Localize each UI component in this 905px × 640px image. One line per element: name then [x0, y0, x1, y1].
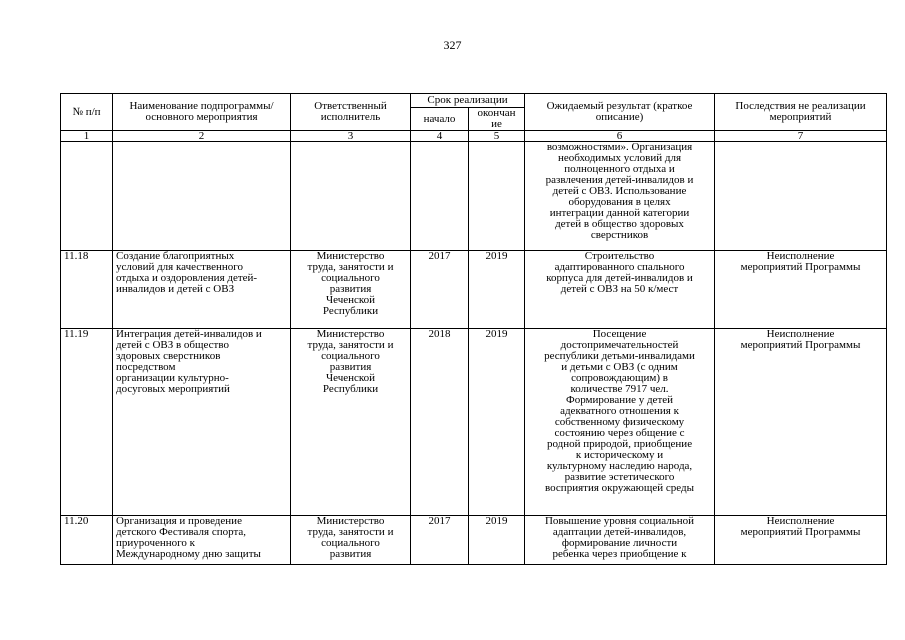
cell-result-line: Повышение уровня социальной — [544, 515, 695, 527]
cell-name-line: отдыха и оздоровления детей- — [116, 272, 258, 284]
cell-name — [113, 251, 291, 329]
table-row — [61, 516, 887, 565]
header-num: № п/п — [61, 94, 113, 131]
cell-start: 2017 — [411, 516, 469, 565]
cell-result-line: полноценного отдыха и — [564, 163, 675, 175]
cell-executor-line: Министерство — [316, 515, 385, 527]
cell-executor-line: развития — [329, 548, 372, 560]
cell-result-line: республики детьми-инвалидами — [544, 350, 695, 362]
cell-result-line: развлечения детей-инвалидов и — [545, 174, 694, 186]
cell-consequences — [715, 516, 887, 565]
cell-name-line: здоровых сверстников — [116, 350, 221, 362]
cell-result-line: количестве 7917 чел. — [570, 383, 669, 395]
cell-num: 11.18 — [61, 251, 113, 329]
column-number: 2 — [113, 131, 291, 142]
cell-executor-line: Чеченской — [325, 294, 376, 306]
cell-result-line: интеграции данной категории — [549, 207, 690, 219]
column-number: 7 — [715, 131, 887, 142]
cell-result-line: детей с ОВЗ на 50 к/мест — [560, 283, 679, 295]
cell-end: 2019 — [469, 251, 525, 329]
header-name-line: основного мероприятия — [145, 111, 258, 123]
cell-result-line: сверстников — [590, 229, 649, 241]
cell-result-line: сопровождающим) в — [571, 372, 668, 384]
cell-result-line: адаптации детей-инвалидов, — [552, 526, 687, 538]
cell-consequences-line: мероприятий Программы — [740, 261, 861, 273]
cell-executor-line: социального — [321, 537, 380, 549]
cell-result-line: Формирование у детей — [566, 394, 674, 406]
cell-name-line: досуговых мероприятий — [116, 383, 230, 395]
column-number: 6 — [525, 131, 715, 142]
column-number: 5 — [469, 131, 525, 142]
cell-result-line: состоянию через общение с — [554, 427, 685, 439]
header-end-line: окончан — [477, 107, 516, 119]
cell-executor-line: труда, занятости и — [307, 339, 394, 351]
program-table — [60, 93, 887, 565]
cell-name-line: организации культурно- — [116, 372, 229, 384]
cell-result-line: детей в общество здоровых — [555, 218, 684, 230]
header-name-line: Наименование подпрограммы/ — [129, 100, 274, 112]
cell-num: 11.20 — [61, 516, 113, 565]
table-row — [61, 142, 887, 251]
column-number: 3 — [291, 131, 411, 142]
cell-consequences — [715, 251, 887, 329]
cell-result-line: Посещение — [592, 328, 647, 340]
cell-result — [525, 142, 715, 251]
header-executor — [291, 94, 411, 131]
cell-executor-line: Министерство — [316, 250, 385, 262]
cell-num — [61, 142, 113, 251]
cell-executor-line: Чеченской — [325, 372, 376, 384]
cell-executor-line: труда, занятости и — [307, 526, 394, 538]
column-number: 4 — [411, 131, 469, 142]
cell-start: 2018 — [411, 329, 469, 516]
cell-start: 2017 — [411, 251, 469, 329]
cell-executor-line: развития — [329, 361, 372, 373]
cell-executor-line: развития — [329, 283, 372, 295]
cell-consequences-line: Неисполнение — [766, 515, 835, 527]
cell-result-line: оборудования в целях — [568, 196, 671, 208]
cell-executor — [291, 516, 411, 565]
header-consequences-line: мероприятий — [769, 111, 832, 123]
cell-result-line: Строительство — [584, 250, 655, 262]
header-executor-line: исполнитель — [320, 111, 381, 123]
cell-name-line: детского Фестиваля спорта, — [116, 526, 247, 538]
cell-name-line: Интеграция детей-инвалидов и — [116, 328, 262, 340]
cell-executor — [291, 329, 411, 516]
cell-name-line: Создание благоприятных — [116, 250, 235, 262]
cell-consequences-line: мероприятий Программы — [740, 339, 861, 351]
cell-result-line: корпуса для детей-инвалидов и — [546, 272, 693, 284]
header-result-line: Ожидаемый результат (краткое — [546, 100, 693, 112]
cell-executor-line: труда, занятости и — [307, 261, 394, 273]
cell-consequences-line: Неисполнение — [766, 328, 835, 340]
cell-result-line: детей с ОВЗ. Использование — [552, 185, 687, 197]
cell-executor-line: Республики — [322, 305, 379, 317]
cell-consequences-line: Неисполнение — [766, 250, 835, 262]
cell-end: 2019 — [469, 516, 525, 565]
cell-name-line: Организация и проведение — [116, 515, 242, 527]
cell-start — [411, 142, 469, 251]
table-row — [61, 251, 887, 329]
header-consequences-line: Последствия не реализации — [735, 100, 866, 112]
cell-result — [525, 329, 715, 516]
cell-name-line: посредством — [116, 361, 176, 373]
cell-result-line: родной природой, приобщение — [546, 438, 693, 450]
cell-result-line: собственному физическому — [554, 416, 685, 428]
header-name — [113, 94, 291, 131]
header-consequences — [715, 94, 887, 131]
cell-executor — [291, 251, 411, 329]
header-executor-line: Ответственный — [314, 100, 387, 112]
header-result-line: описание) — [595, 111, 644, 123]
cell-executor-line: Министерство — [316, 328, 385, 340]
cell-name-line: приуроченного к — [116, 537, 196, 549]
cell-result-line: развитие эстетического — [564, 471, 675, 483]
cell-name-line: Международному дню защиты — [116, 548, 261, 560]
cell-result-line: формирование личности — [561, 537, 678, 549]
header-result — [525, 94, 715, 131]
cell-result — [525, 251, 715, 329]
header-term: Срок реализации — [411, 94, 525, 108]
cell-name-line: условий для качественного — [116, 261, 244, 273]
cell-num: 11.19 — [61, 329, 113, 516]
cell-end: 2019 — [469, 329, 525, 516]
cell-consequences — [715, 329, 887, 516]
cell-result-line: возможностями». Организация — [546, 141, 693, 153]
cell-result-line: и детьми с ОВЗ (с одним — [561, 361, 678, 373]
cell-result-line: достопримечательностей — [560, 339, 679, 351]
table-body — [61, 142, 887, 565]
cell-end — [469, 142, 525, 251]
column-number-row — [61, 131, 887, 142]
cell-result-line: культурному наследию народа, — [546, 460, 693, 472]
header-row-1 — [61, 94, 887, 108]
cell-result-line: адаптированного спального — [554, 261, 685, 273]
cell-result-line: необходимых условий для — [558, 152, 682, 164]
cell-name-line: детей с ОВЗ в общество — [116, 339, 229, 351]
cell-name-line: инвалидов и детей с ОВЗ — [116, 283, 235, 295]
cell-executor-line: социального — [321, 350, 380, 362]
header-end-line: ие — [491, 118, 502, 130]
cell-name — [113, 516, 291, 565]
cell-result — [525, 516, 715, 565]
cell-executor-line: Республики — [322, 383, 379, 395]
cell-consequences-line: мероприятий Программы — [740, 526, 861, 538]
header-end — [469, 108, 525, 131]
cell-result-line: адекватного отношения к — [560, 405, 679, 417]
column-number: 1 — [61, 131, 113, 142]
header-start: начало — [411, 108, 469, 131]
cell-name — [113, 329, 291, 516]
cell-result-line: ребенка через приобщение к — [552, 548, 687, 560]
cell-executor-line: социального — [321, 272, 380, 284]
page-number: 327 — [443, 38, 462, 52]
cell-consequences — [715, 142, 887, 251]
table-row — [61, 329, 887, 516]
cell-result-line: к историческому и — [575, 449, 664, 461]
cell-executor — [291, 142, 411, 251]
cell-result-line: восприятия окружающей среды — [545, 482, 694, 494]
cell-name — [113, 142, 291, 251]
